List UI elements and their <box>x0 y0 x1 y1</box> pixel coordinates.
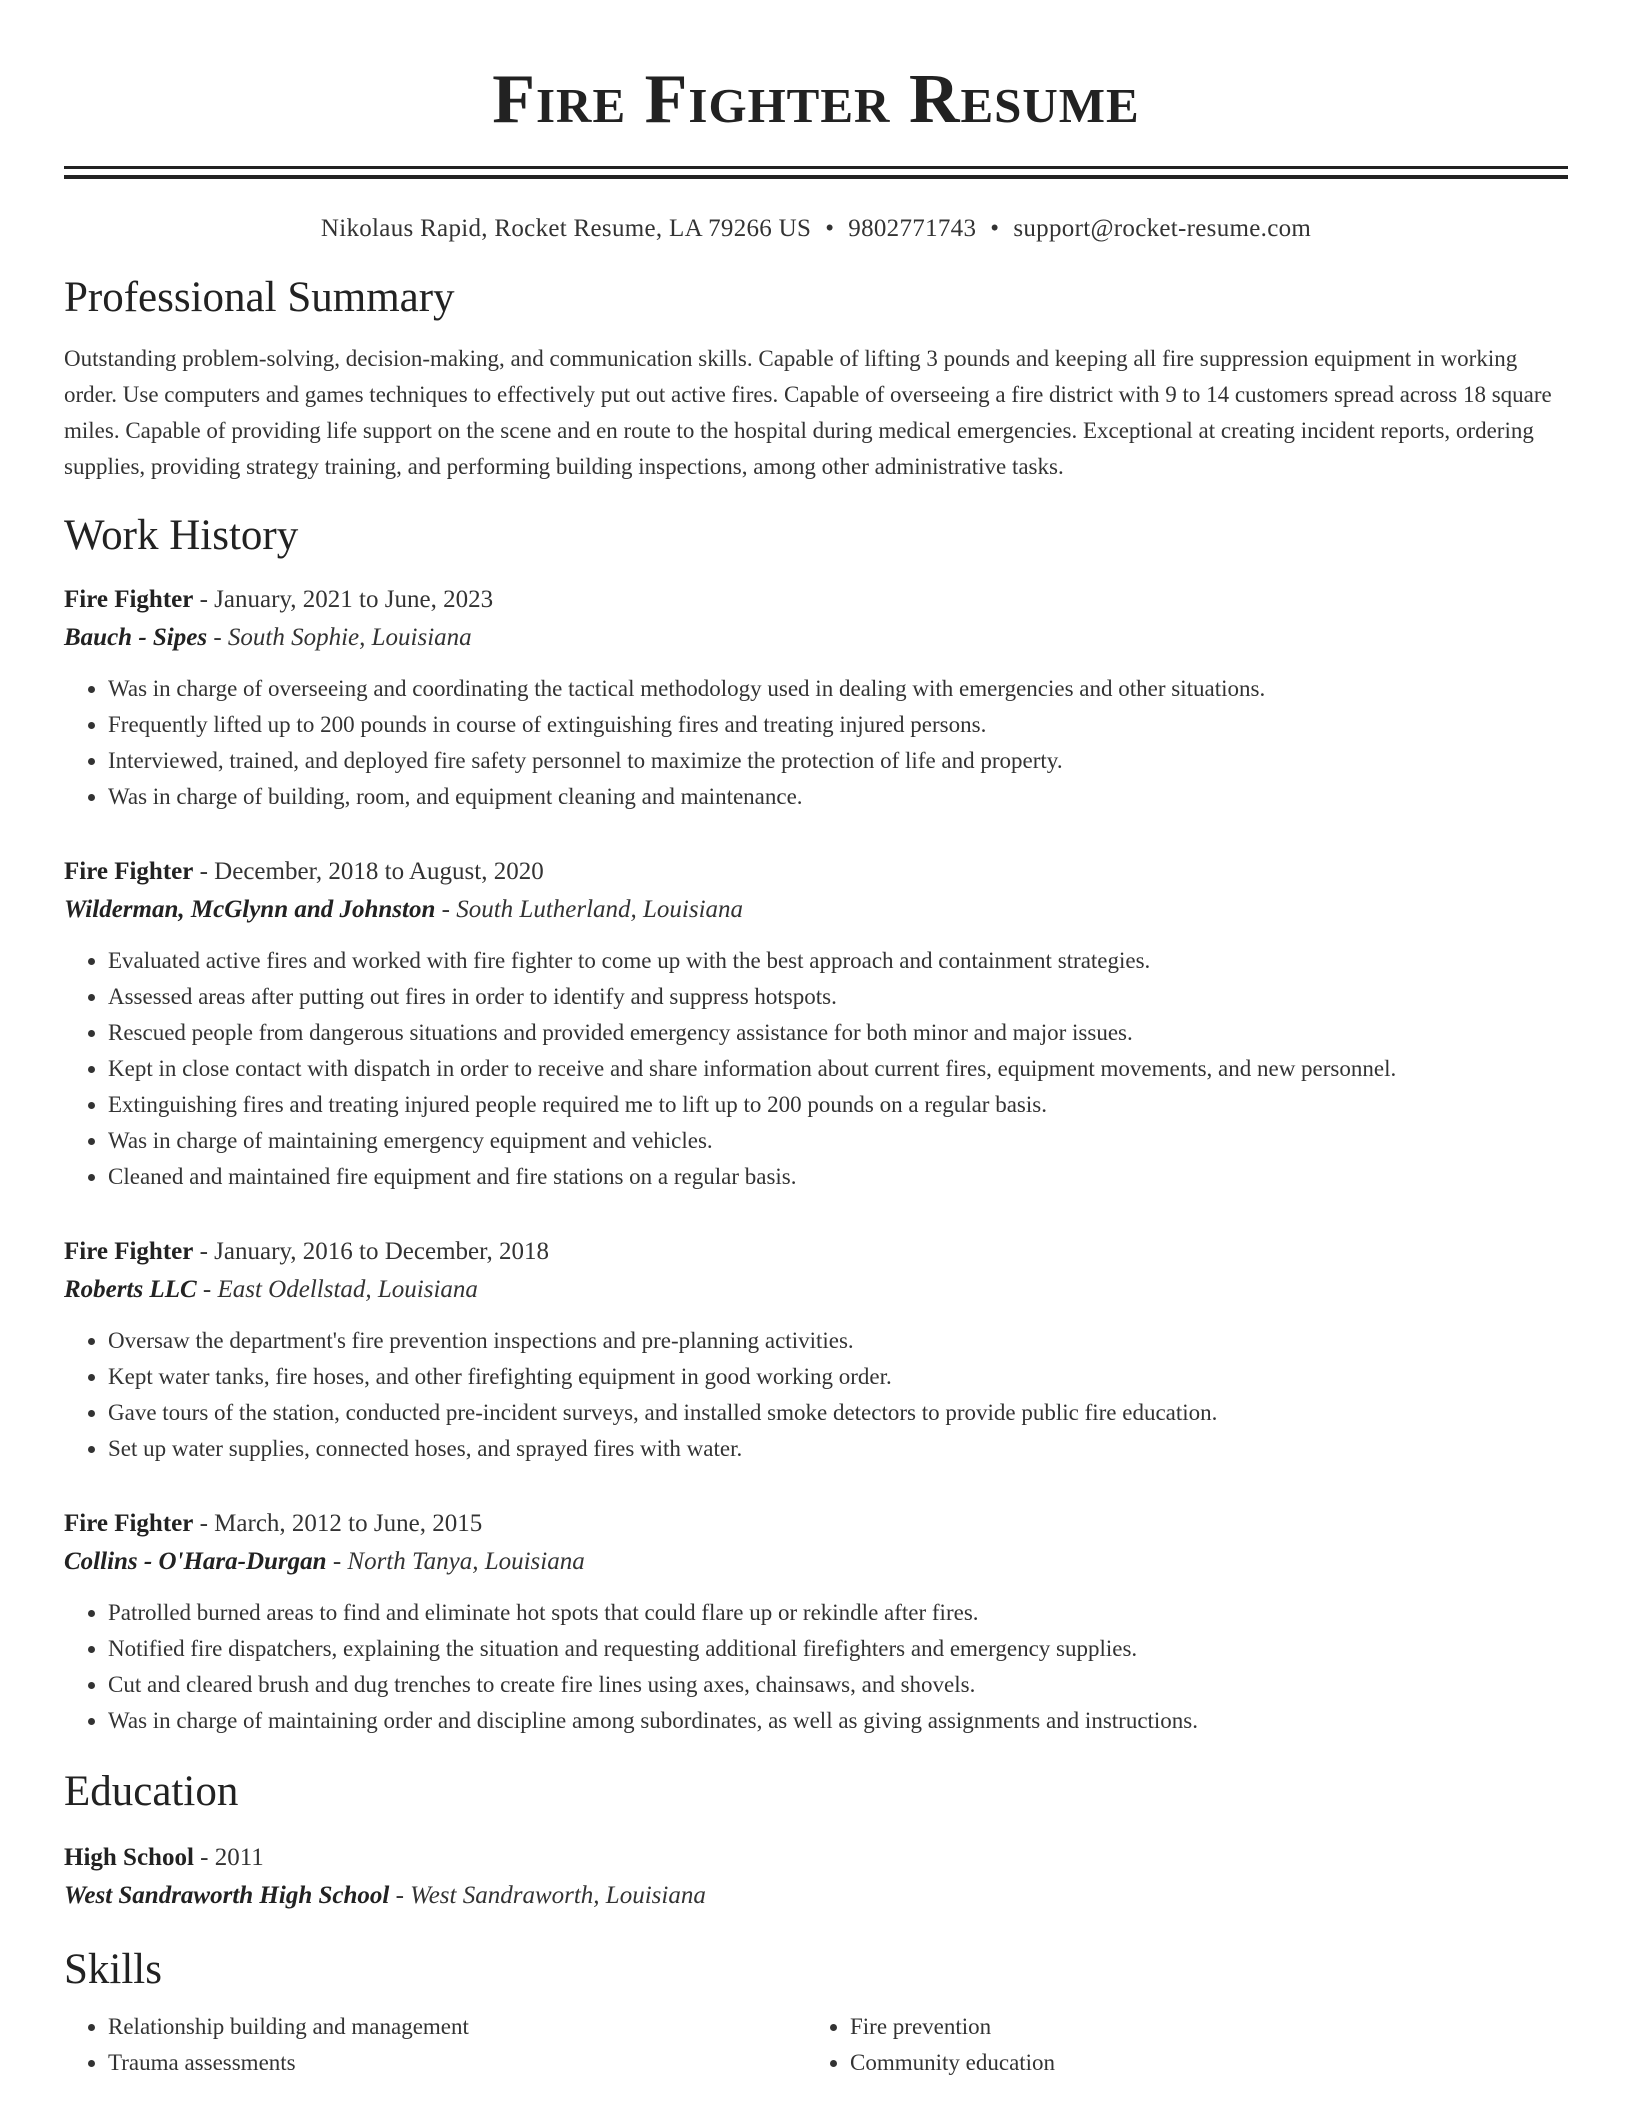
skill-item: • Community education <box>850 2045 1548 2081</box>
education-heading: Education <box>64 1768 239 1815</box>
education-entry <box>64 1839 1568 1915</box>
work-history-heading: Work History <box>64 512 299 559</box>
job-location: - South Sophie, Louisiana <box>207 624 472 651</box>
education-school: West Sandraworth High School <box>64 1882 390 1909</box>
contact-line <box>64 213 1568 245</box>
job-company-line <box>64 619 1568 657</box>
education-location: - West Sandraworth, Louisiana <box>389 1882 706 1909</box>
list-item: • Notified fire dispatchers, explaining the situation and requesting additional firefighters and emergency supplies. <box>108 1631 1568 1667</box>
skill-item: • Trauma assessments <box>108 2045 806 2081</box>
job-entry <box>64 1505 1568 1739</box>
resume-title: Fire Fighter Resume <box>492 61 1140 138</box>
job-dates: - January, 2021 to June, 2023 <box>193 586 494 613</box>
job-company-line <box>64 891 1568 929</box>
contact-email: support@rocket-resume.com <box>1013 215 1312 242</box>
contact-separator: • <box>825 215 835 242</box>
summary-text: Outstanding problem-solving, decision-making, and communication skills. Capable of lifting 3 pounds and keeping all fire suppression equipment in working order. Use computers and games techniques to effectively put out active fires. Capable of overseeing a fire district with 9 to 14 customers spread across 18 square miles. Capable of providing life support on the scene and en route to the hospital during medical emergencies. Exceptional at creating incident reports, ordering supplies, providing strategy training, and performing building inspections, among other administrative tasks. <box>64 346 1552 479</box>
job-duties-list <box>64 1595 1568 1739</box>
list-item: • Rescued people from dangerous situations and provided emergency assistance for both minor and major issues. <box>108 1015 1568 1051</box>
job-title: Fire Fighter <box>64 1238 194 1265</box>
skills-list <box>64 2009 806 2081</box>
job-entry <box>64 1233 1568 1467</box>
list-item: • Was in charge of maintaining emergency equipment and vehicles. <box>108 1123 1568 1159</box>
list-item: • Interviewed, trained, and deployed fire safety personnel to maximize the protection of life and property. <box>108 743 1568 779</box>
job-duties-list <box>64 1323 1568 1467</box>
contact-separator: • <box>990 215 1000 242</box>
job-company-line <box>64 1543 1568 1581</box>
job-duties-list <box>64 943 1568 1195</box>
skills-heading: Skills <box>64 1946 162 1993</box>
job-dates: - March, 2012 to June, 2015 <box>193 1510 483 1537</box>
list-item: • Frequently lifted up to 200 pounds in course of extinguishing fires and treating injured persons. <box>108 707 1568 743</box>
list-item: • Gave tours of the station, conducted pre-incident surveys, and installed smoke detectors to provide public fire education. <box>108 1395 1568 1431</box>
job-company: Wilderman, McGlynn and Johnston <box>64 896 436 923</box>
list-item: • Extinguishing fires and treating injured people required me to lift up to 200 pounds on a regular basis. <box>108 1087 1568 1123</box>
list-item: • Was in charge of building, room, and equipment cleaning and maintenance. <box>108 779 1568 815</box>
job-entry <box>64 853 1568 1195</box>
job-company: Bauch - Sipes <box>64 624 208 651</box>
title-divider-thick <box>64 166 1568 169</box>
title-divider-thin <box>64 175 1568 179</box>
list-item: • Patrolled burned areas to find and eliminate hot spots that could flare up or rekindle after fires. <box>108 1595 1568 1631</box>
summary-heading: Professional Summary <box>64 274 455 321</box>
list-item: • Assessed areas after putting out fires in order to identify and suppress hotspots. <box>108 979 1568 1015</box>
job-title-line <box>64 581 1568 619</box>
list-item: • Kept in close contact with dispatch in order to receive and share information about current fires, equipment movements, and new personnel. <box>108 1051 1568 1087</box>
list-item: • Oversaw the department's fire prevention inspections and pre-planning activities. <box>108 1323 1568 1359</box>
job-title-line <box>64 1505 1568 1543</box>
list-item: • Cut and cleared brush and dug trenches to create fire lines using axes, chainsaws, and shovels. <box>108 1667 1568 1703</box>
job-duties-list <box>64 671 1568 815</box>
job-entry <box>64 581 1568 815</box>
education-degree: High School <box>64 1844 194 1871</box>
skills-list <box>806 2009 1548 2081</box>
list-item: • Evaluated active fires and worked with fire fighter to come up with the best approach and containment strategies. <box>108 943 1568 979</box>
education-degree-line <box>64 1839 1568 1877</box>
job-location: - East Odellstad, Louisiana <box>196 1276 478 1303</box>
job-title: Fire Fighter <box>64 858 194 885</box>
job-title: Fire Fighter <box>64 1510 194 1537</box>
list-item: • Cleaned and maintained fire equipment and fire stations on a regular basis. <box>108 1159 1568 1195</box>
list-item: • Set up water supplies, connected hoses, and sprayed fires with water. <box>108 1431 1568 1467</box>
job-company: Collins - O'Hara-Durgan <box>64 1548 327 1575</box>
job-location: - South Lutherland, Louisiana <box>435 896 744 923</box>
list-item: • Kept water tanks, fire hoses, and other firefighting equipment in good working order. <box>108 1359 1568 1395</box>
education-year: - 2011 <box>193 1844 264 1871</box>
list-item: • Was in charge of overseeing and coordinating the tactical methodology used in dealing with emergencies and other situations. <box>108 671 1568 707</box>
job-company-line <box>64 1271 1568 1309</box>
job-dates: - January, 2016 to December, 2018 <box>193 1238 549 1265</box>
job-location: - North Tanya, Louisiana <box>326 1548 585 1575</box>
skills-column-right <box>806 2009 1548 2081</box>
job-title: Fire Fighter <box>64 586 194 613</box>
skills-grid <box>64 2009 1568 2081</box>
contact-address: Nikolaus Rapid, Rocket Resume, LA 79266 US <box>320 215 812 242</box>
job-title-line <box>64 853 1568 891</box>
contact-phone: 9802771743 <box>848 215 977 242</box>
job-company: Roberts LLC <box>64 1276 197 1303</box>
list-item: • Was in charge of maintaining order and discipline among subordinates, as well as giving assignments and instructions. <box>108 1703 1568 1739</box>
skill-item: • Relationship building and management <box>108 2009 806 2045</box>
skills-column-left <box>64 2009 806 2081</box>
job-dates: - December, 2018 to August, 2020 <box>193 858 544 885</box>
skill-item: • Fire prevention <box>850 2009 1548 2045</box>
education-school-line <box>64 1877 1568 1915</box>
job-title-line <box>64 1233 1568 1271</box>
